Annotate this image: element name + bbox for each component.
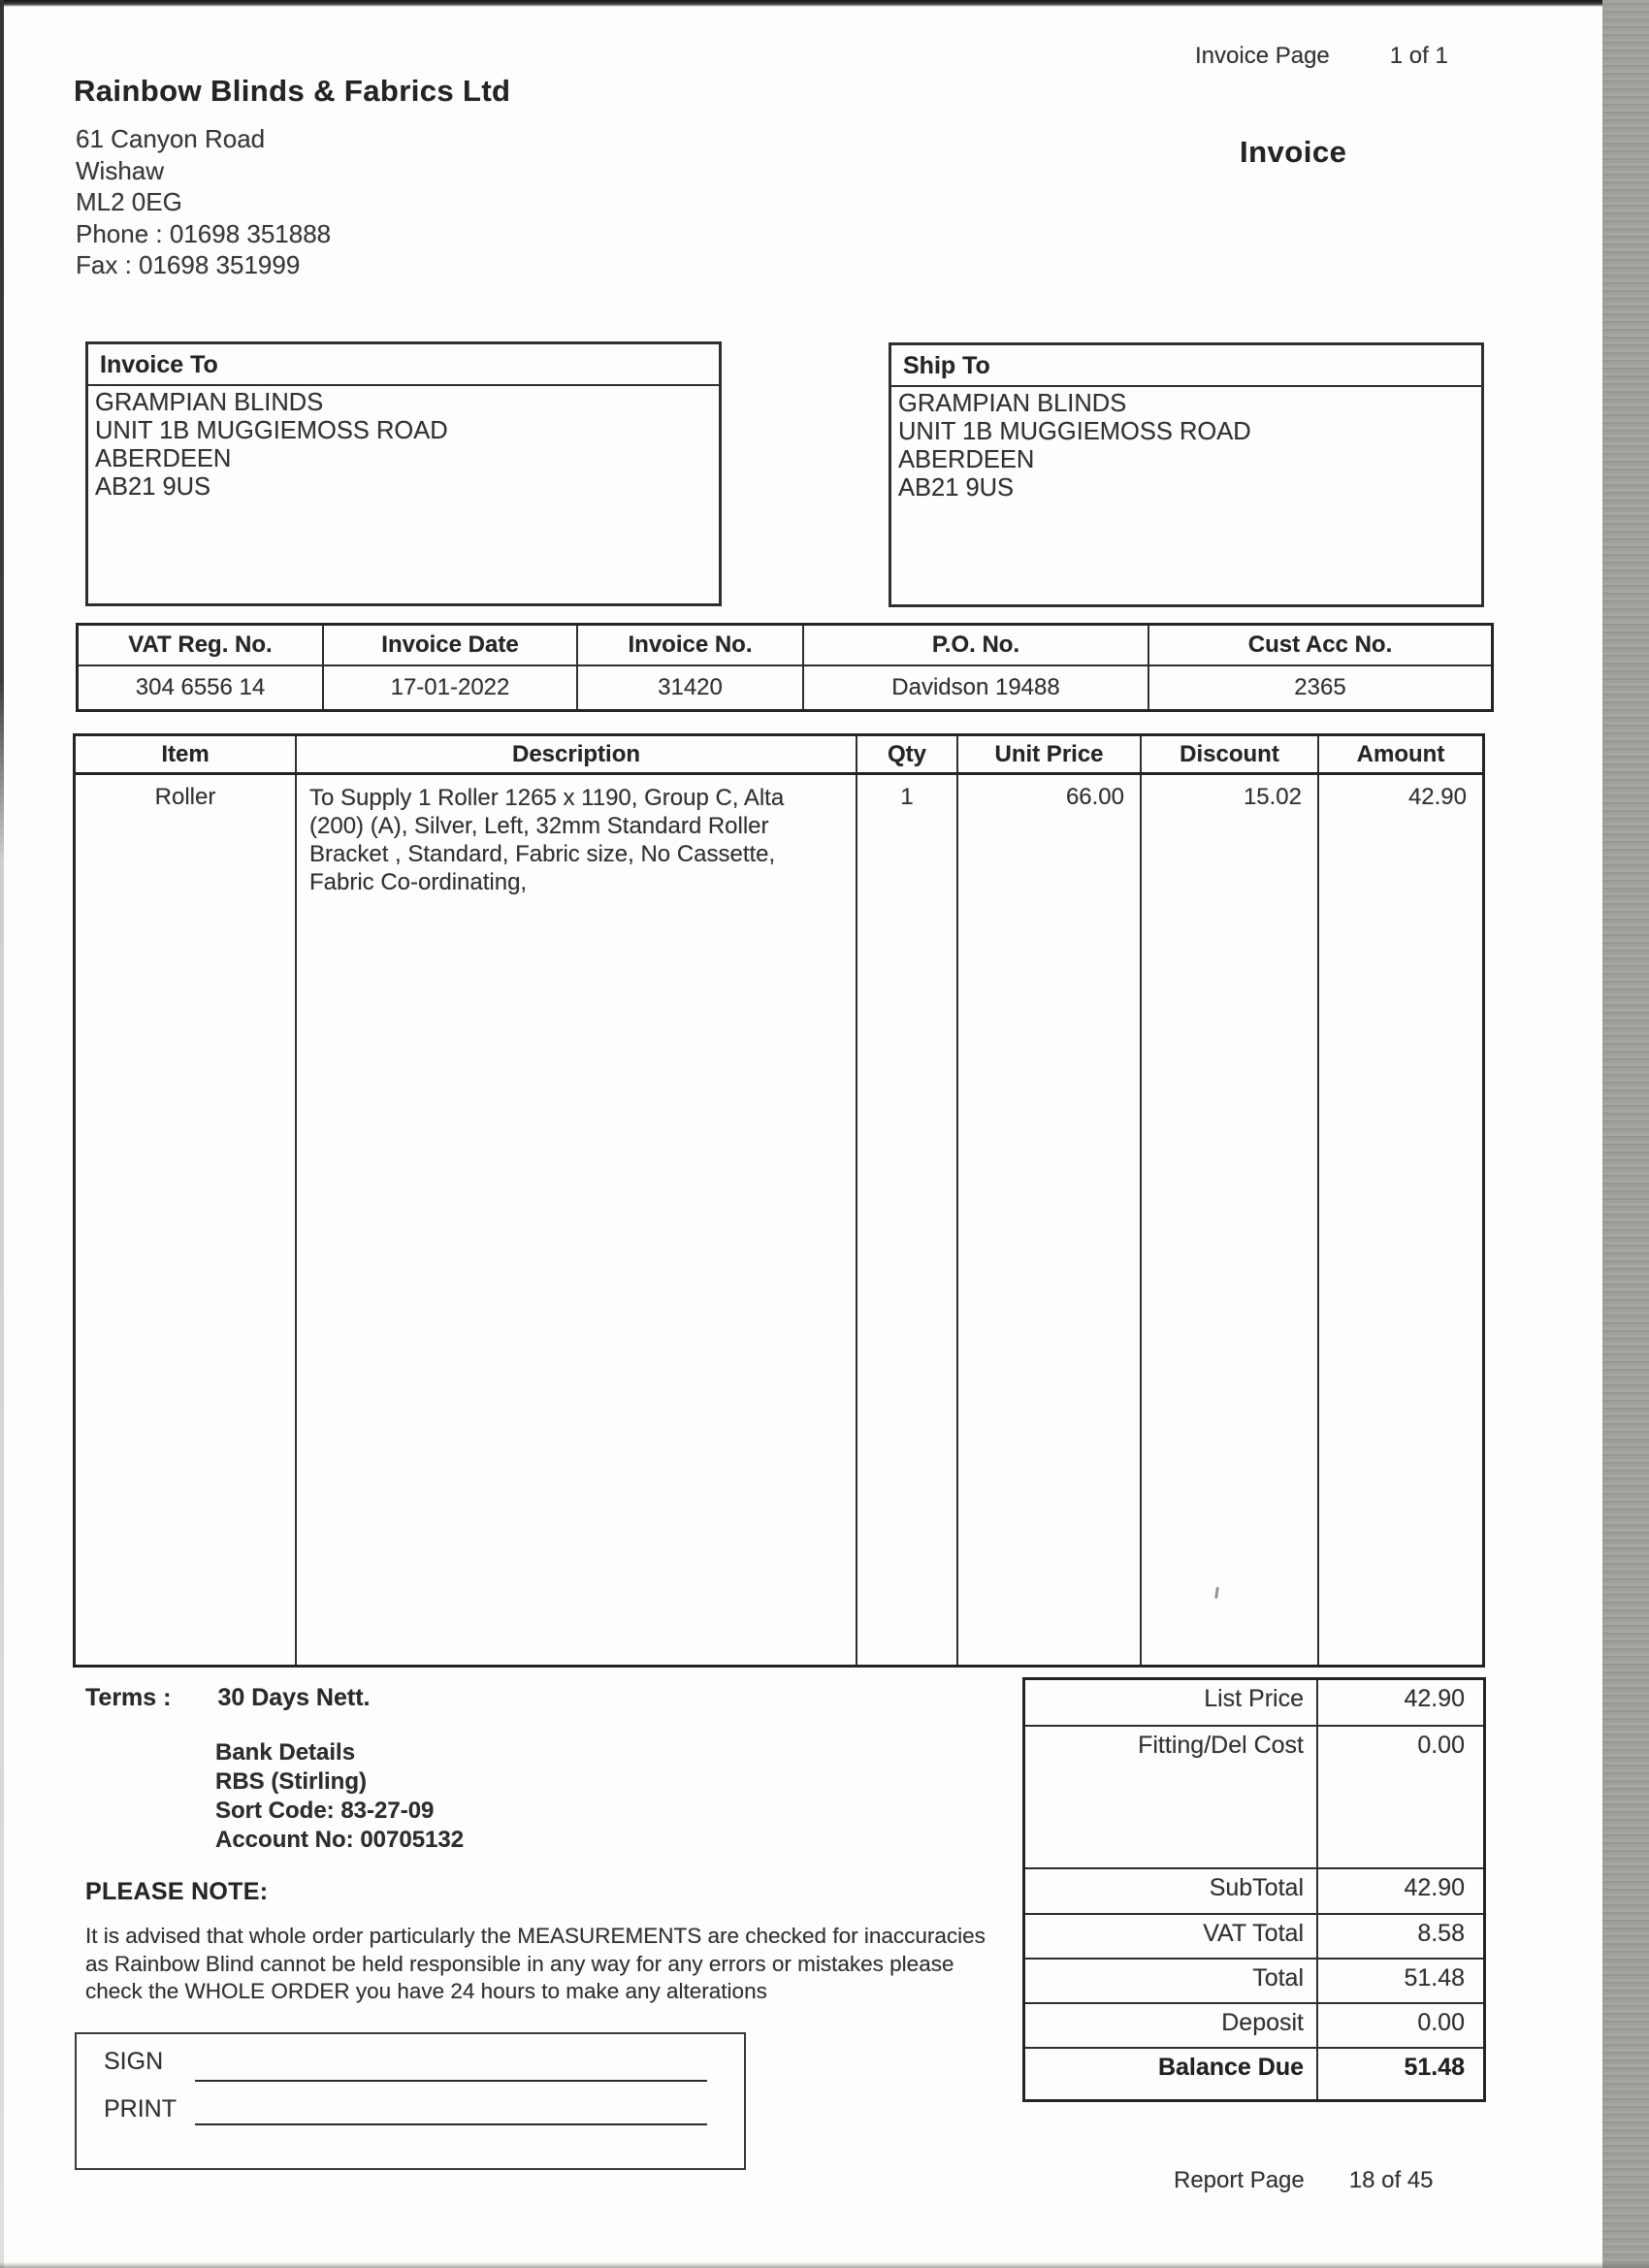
report-page-label: Report Page [1174, 2167, 1305, 2193]
deposit-value: 0.00 [1417, 2009, 1465, 2036]
header-qty: Qty [857, 736, 958, 772]
scan-edge-bottom [0, 2262, 1649, 2268]
invoice-to-label: Invoice To [88, 344, 719, 386]
deposit-label: Deposit [1025, 2004, 1318, 2047]
invoice-info-header-row [79, 626, 1491, 666]
balance-due-label: Balance Due [1025, 2049, 1318, 2099]
totals-row-deposit [1025, 2004, 1483, 2049]
please-note-body: It is advised that whole order particularly the MEASUREMENTS are checked for inaccuracies as Rainbow Blind cannot be held responsible in any way for any errors or mistakes please check the WHOLE ORDER you have 24 hours to make any alterations [85, 1924, 986, 2003]
list-price-label: List Price [1025, 1680, 1318, 1725]
ship-to-label: Ship To [891, 345, 1481, 387]
invoice-to-address [88, 386, 719, 502]
total-value: 51.48 [1404, 1964, 1465, 1992]
line-items-header-row [76, 736, 1482, 775]
item-name: Roller [76, 775, 297, 1665]
totals-row-list-price [1025, 1680, 1483, 1727]
header-amount: Amount [1356, 740, 1445, 767]
header-vat-reg-no: VAT Reg. No. [79, 626, 324, 664]
company-address-line: ML2 0EG [76, 187, 182, 216]
header-discount: Discount [1142, 736, 1319, 772]
invoice-to-line: UNIT 1B MUGGIEMOSS ROAD [95, 417, 448, 444]
invoice-title: Invoice [1240, 135, 1347, 169]
company-address [76, 123, 331, 281]
invoice-page-value: 1 of 1 [1389, 43, 1448, 69]
scan-band-right [1602, 0, 1649, 2268]
item-unit-price: 66.00 [958, 775, 1142, 1665]
company-phone: Phone : 01698 351888 [76, 218, 332, 248]
totals-row-subtotal [1025, 1869, 1483, 1915]
company-fax: Fax : 01698 351999 [76, 250, 301, 279]
report-page-value: 18 of 45 [1348, 2167, 1434, 2193]
print-label: PRINT [104, 2095, 177, 2122]
terms-line [85, 1684, 370, 1712]
print-line [195, 2123, 707, 2125]
company-address-line: Wishaw [76, 155, 165, 185]
item-discount: 15.02 [1142, 775, 1319, 1665]
balance-due-value: 51.48 [1404, 2054, 1465, 2081]
invoice-info-table [76, 623, 1494, 712]
invoice-date-value: 17-01-2022 [324, 666, 578, 709]
subtotal-label: SubTotal [1025, 1869, 1318, 1913]
bank-sort-code: Sort Code: 83-27-09 [215, 1798, 435, 1824]
invoice-to-box [85, 341, 722, 606]
header-invoice-date: Invoice Date [324, 626, 578, 664]
item-description: To Supply 1 Roller 1265 x 1190, Group C, Alta (200) (A), Silver, Left, 32mm Standard Roller Bracket , Standard, Fabric size, No Cassette, Fabric Co-ordinating, [297, 775, 857, 1665]
po-no-value: Davidson 19488 [804, 666, 1149, 709]
invoice-page-indicator [1195, 43, 1448, 70]
terms-value: 30 Days Nett. [217, 1684, 371, 1711]
header-invoice-no: Invoice No. [578, 626, 804, 664]
subtotal-value: 42.90 [1404, 1874, 1465, 1901]
invoice-to-line: ABERDEEN [95, 445, 232, 472]
ship-to-address [891, 387, 1481, 502]
header-cust-acc-no: Cust Acc No. [1247, 632, 1393, 658]
invoice-to-line: AB21 9US [95, 473, 211, 501]
header-unit-price: Unit Price [958, 736, 1142, 772]
header-item: Item [76, 736, 297, 772]
bank-name: RBS (Stirling) [215, 1768, 367, 1795]
invoice-page-label: Invoice Page [1195, 43, 1330, 69]
ship-to-line: AB21 9US [898, 474, 1015, 502]
signature-box [75, 2032, 746, 2170]
totals-row-balance-due [1025, 2049, 1483, 2099]
sign-label: SIGN [104, 2048, 164, 2075]
bank-details-title: Bank Details [215, 1739, 356, 1766]
totals-box [1022, 1677, 1486, 2102]
invoice-info-value-row [79, 666, 1491, 709]
terms-label: Terms : [85, 1684, 172, 1711]
line-items-table [73, 733, 1485, 1668]
header-po-no: P.O. No. [804, 626, 1149, 664]
item-amount: 42.90 [1407, 784, 1467, 810]
ship-to-box [889, 342, 1484, 607]
ship-to-line: UNIT 1B MUGGIEMOSS ROAD [898, 418, 1251, 445]
totals-row-total [1025, 1960, 1483, 2004]
please-note-title: PLEASE NOTE: [85, 1878, 269, 1905]
invoice-to-line: GRAMPIAN BLINDS [95, 389, 324, 416]
company-address-line: 61 Canyon Road [76, 124, 266, 153]
vat-total-value: 8.58 [1417, 1920, 1465, 1947]
scan-edge-left [0, 0, 4, 2268]
ship-to-line: ABERDEEN [898, 446, 1035, 473]
vat-total-label: VAT Total [1025, 1915, 1318, 1958]
bank-details [215, 1738, 464, 1855]
totals-row-fitting-del-cost [1025, 1727, 1483, 1869]
fitting-del-cost-value: 0.00 [1417, 1732, 1465, 1759]
report-page-indicator [1174, 2167, 1434, 2194]
totals-row-vat-total [1025, 1915, 1483, 1960]
ship-to-line: GRAMPIAN BLINDS [898, 390, 1127, 417]
invoice-no-value: 31420 [578, 666, 804, 709]
bank-account-no: Account No: 00705132 [215, 1827, 465, 1853]
cust-acc-no-value: 2365 [1294, 674, 1346, 700]
item-qty: 1 [857, 775, 958, 1665]
company-name: Rainbow Blinds & Fabrics Ltd [74, 74, 511, 108]
line-item-row [76, 775, 1482, 1665]
header-description: Description [297, 736, 857, 772]
vat-reg-no-value: 304 6556 14 [79, 666, 324, 709]
total-label: Total [1025, 1960, 1318, 2002]
sign-line [195, 2080, 707, 2082]
scan-edge-top [0, 0, 1649, 7]
list-price-value: 42.90 [1404, 1685, 1465, 1712]
fitting-del-cost-label: Fitting/Del Cost [1025, 1727, 1318, 1867]
